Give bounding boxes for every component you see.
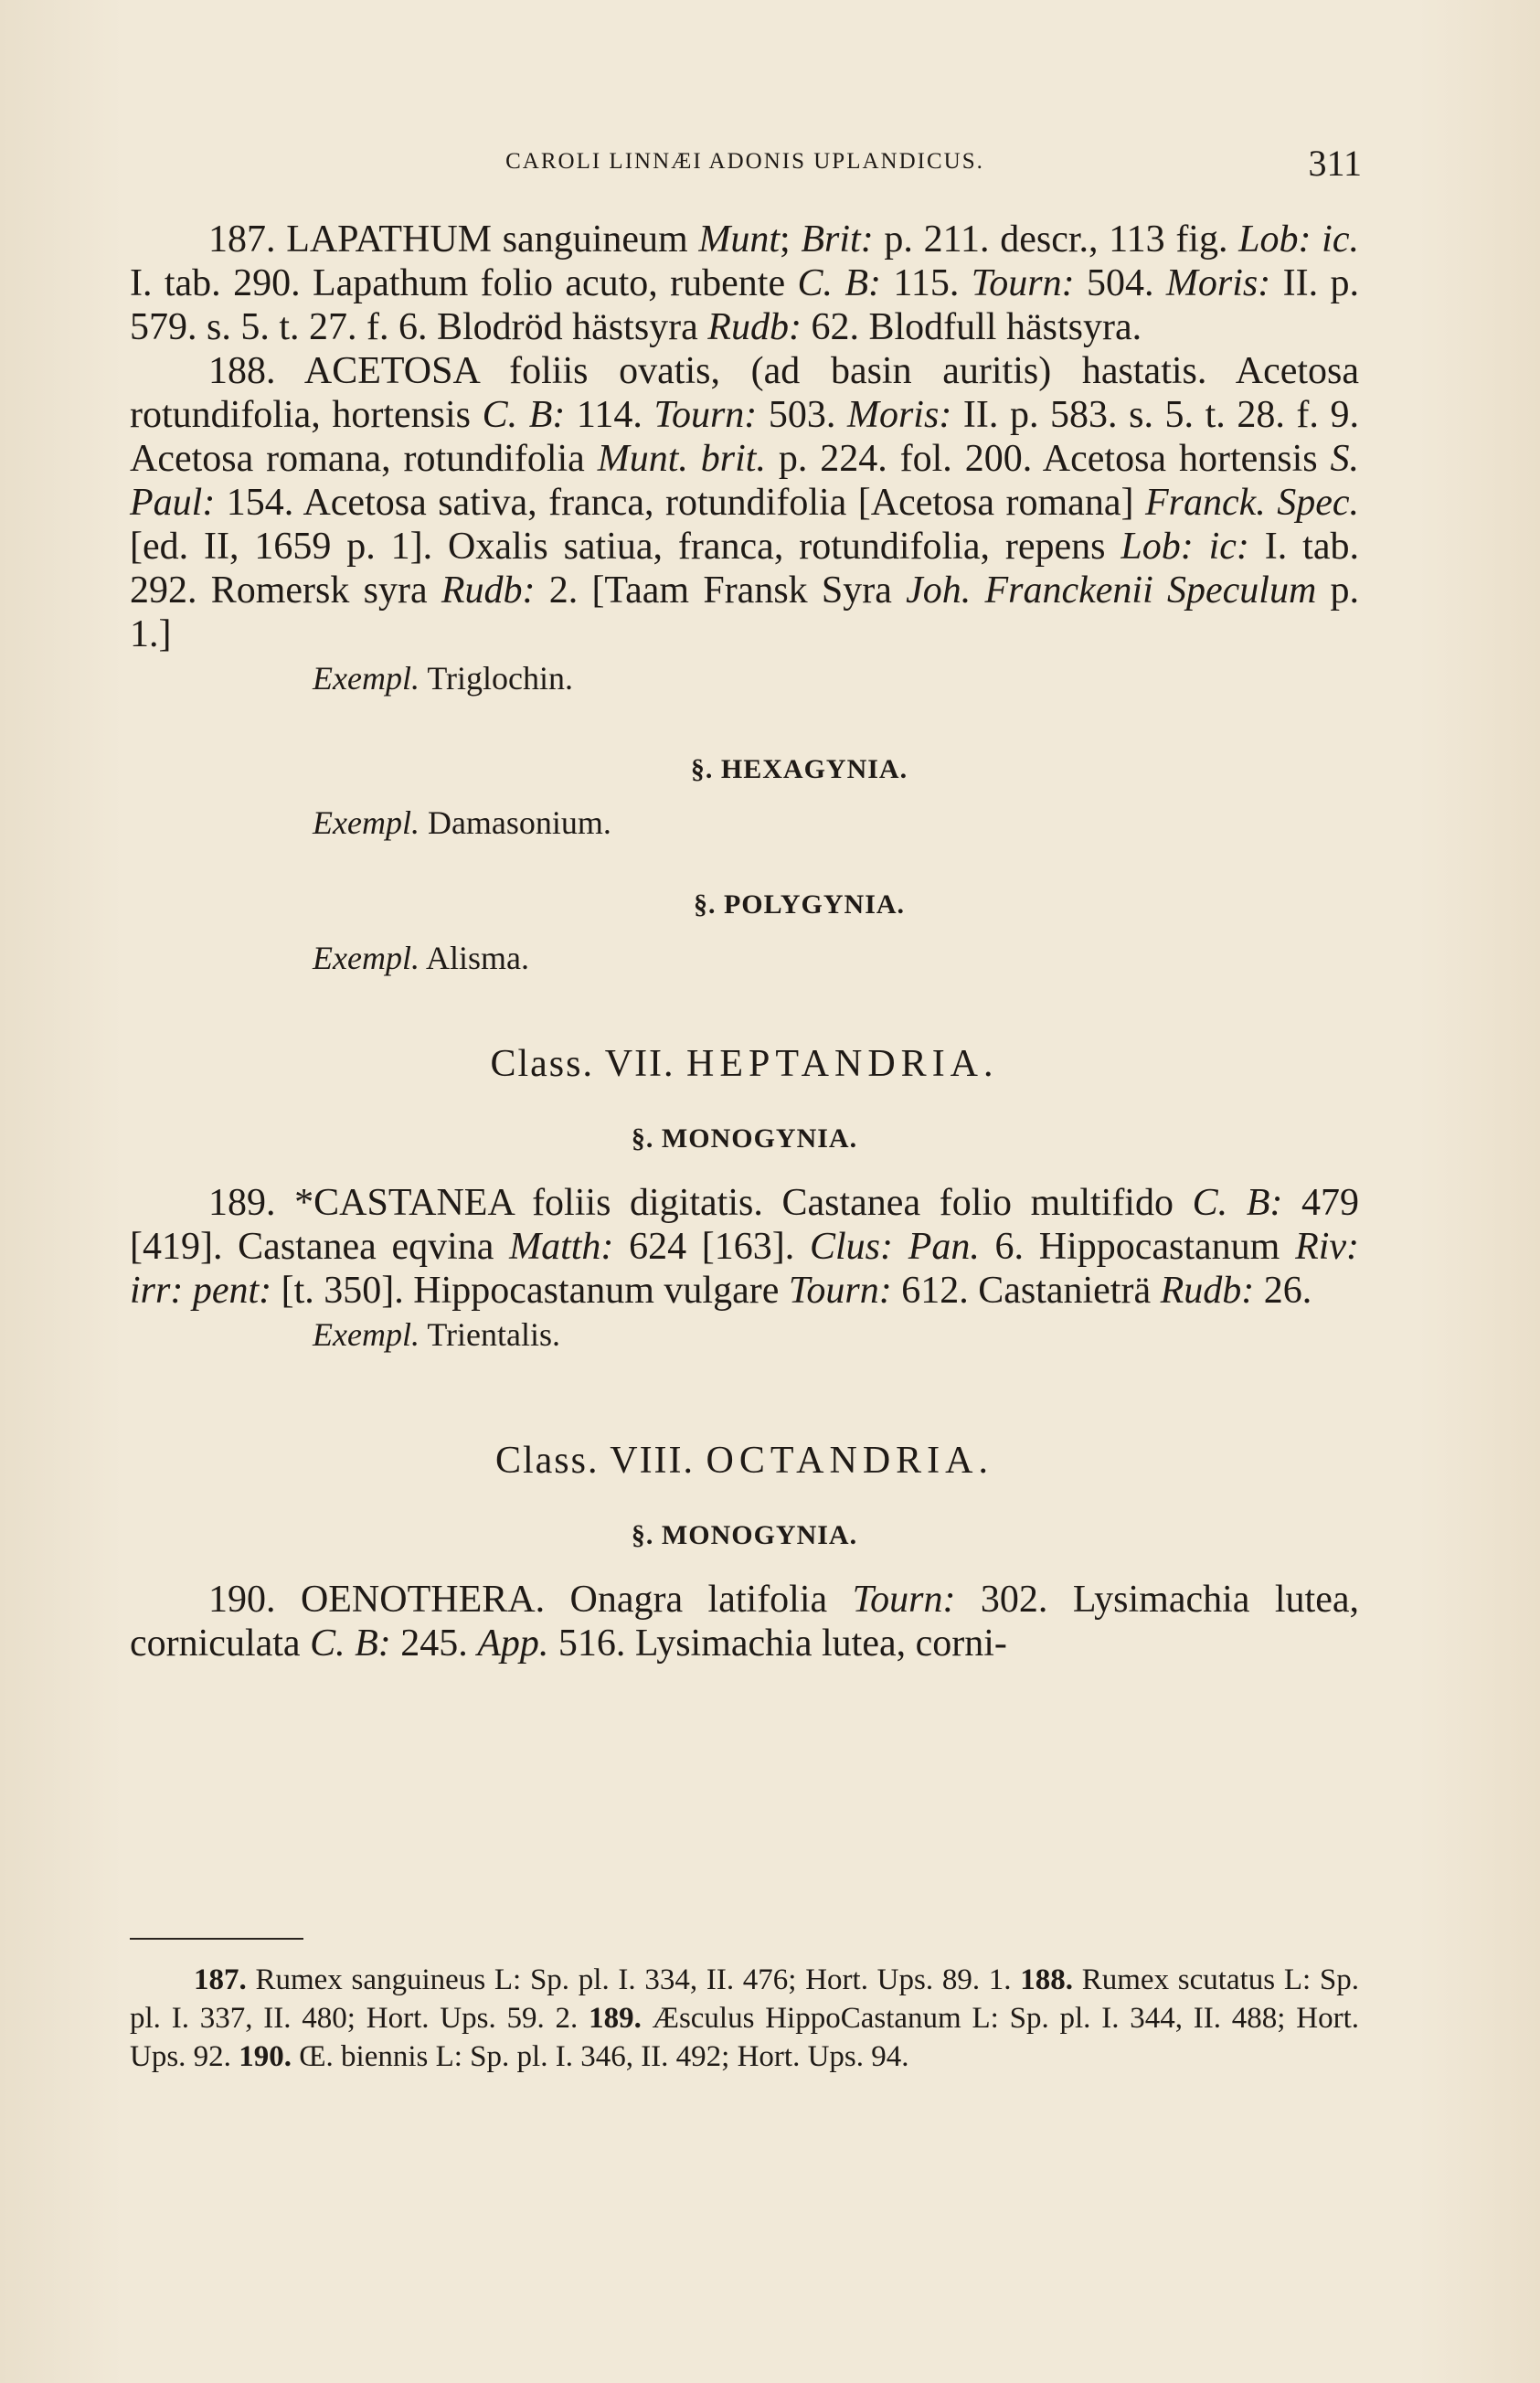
entry-number: 190. (208, 1579, 276, 1621)
section-heading-polygynia: §. POLYGYNIA. (693, 889, 906, 920)
entry-number: 189. (208, 1182, 276, 1224)
entry-genus: *CASTANEA (294, 1182, 514, 1224)
section-heading-monogynia: §. MONOGYNIA. (631, 1520, 858, 1550)
exempl-line: Exempl. Damasonium. (313, 804, 611, 841)
footnote-divider (130, 1938, 303, 1940)
entry-190: 190. OENOTHERA. Onagra latifolia Tourn: 302. Lysimachia lutea, corniculata C. B: 245. App. 516. Lysimachia lutea, corni- (130, 1579, 1359, 1665)
class-heading-vii: Class. VII. HEPTANDRIA. (490, 1043, 999, 1085)
footnote-block: 187. Rumex sanguineus L: Sp. pl. I. 334, II. 476; Hort. Ups. 89. 1. 188. Rumex scutatus L: Sp. pl. I. 337, II. 480; Hort. Ups. 59. 2. 189. Æsculus HippoCastanum L: Sp. pl. I. 344, II. 488; Hort. Ups. 92. 190. Œ. biennis L: Sp. pl. I. 346, II. 492; Hort. Ups. 94. (130, 1963, 1360, 2073)
footnotes (130, 1961, 1359, 2076)
section-heading-monogynia: §. MONOGYNIA. (631, 1123, 858, 1154)
page-number: 311 (1308, 143, 1362, 184)
class-heading-viii: Class. VIII. OCTANDRIA. (494, 1440, 993, 1482)
entry-genus: ACETOSA (303, 350, 479, 392)
entry-number: 187. (208, 218, 276, 261)
running-head: CAROLI LINNÆI ADONIS UPLANDICUS. (505, 149, 984, 174)
entry-189: 189. *CASTANEA foliis digitatis. Castanea folio multifido C. B: 479 [419]. Castanea eqvina Matth: 624 [163]. Clus: Pan. 6. Hippocastanum Riv: irr: pent: [t. 350]. Hippocastanum vulgare Tourn: 612. Castanieträ Rudb: 26. (130, 1182, 1360, 1312)
entry-genus: OENOTHERA (300, 1579, 536, 1621)
entry-188: 188. ACETOSA foliis ovatis, (ad basin auritis) hastatis. Acetosa rotundifolia, hortensis C. B: 114. Tourn: 503. Moris: II. p. 583. s. 5. t. 28. f. 9. Acetosa romana, rotundifolia Munt. brit. p. 224. fol. 200. Acetosa hortensis S. Paul: 154. Acetosa sativa, franca, rotundifolia [Acetosa romana] Franck. Spec. [ed. II, 1659 p. 1]. Oxalis satiua, franca, rotundifolia, repens Lob: ic: I. tab. 292. Romersk syra Rudb: 2. [Taam Fransk Syra Joh. Franckenii Speculum p. 1.] (130, 350, 1360, 655)
entry-genus: LAPATHUM (286, 218, 493, 261)
exempl-line: Exempl. Alisma. (313, 940, 529, 976)
entry-number: 188. (208, 350, 276, 392)
exempl-line: Exempl. Trientalis. (313, 1316, 560, 1353)
page-header (128, 142, 1362, 187)
section-heading-hexagynia: §. HEXAGYNIA. (690, 754, 908, 784)
entry-187: 187. LAPATHUM sanguineum Munt; Brit: p. 211. descr., 113 fig. Lob: ic. I. tab. 290. Lapathum folio acuto, rubente C. B: 115. Tourn: 504. Moris: II. p. 579. s. 5. t. 27. f. 6. Blodröd hästsyra Rudb: 62. Blodfull hästsyra. (130, 218, 1359, 348)
main-text (130, 218, 1359, 1665)
exempl-line: Exempl. Triglochin. (313, 660, 574, 697)
